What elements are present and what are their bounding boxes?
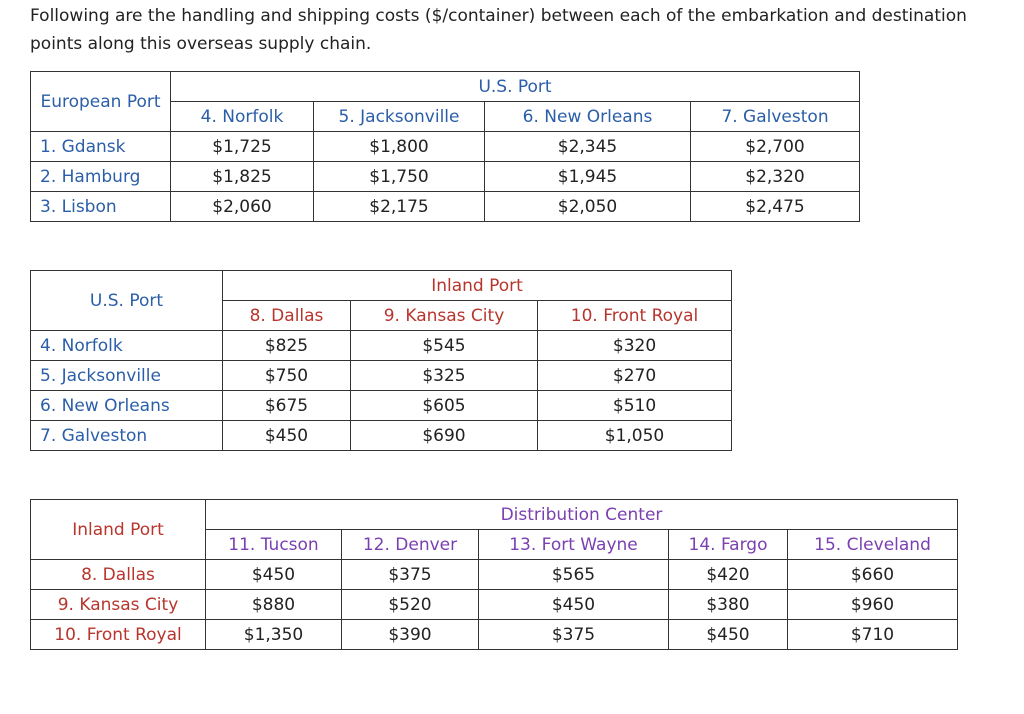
cost-cell: $1,050 (538, 421, 732, 451)
col-header: 11. Tucson (206, 530, 342, 560)
cost-cell: $1,825 (171, 162, 314, 192)
corner-european-port: European Port (31, 72, 171, 132)
cost-cell: $2,700 (691, 132, 860, 162)
cost-cell: $2,475 (691, 192, 860, 222)
row-label: 4. Norfolk (31, 331, 223, 361)
table-row (31, 391, 732, 421)
cost-cell: $675 (223, 391, 351, 421)
cost-cell: $605 (351, 391, 538, 421)
group-header-us-port: U.S. Port (171, 72, 860, 102)
cost-cell: $545 (351, 331, 538, 361)
cost-cell: $375 (479, 620, 669, 650)
cost-cell: $960 (788, 590, 958, 620)
col-header: 10. Front Royal (538, 301, 732, 331)
group-header-inland-port: Inland Port (223, 271, 732, 301)
row-label: 6. New Orleans (31, 391, 223, 421)
cost-cell: $450 (223, 421, 351, 451)
row-label: 9. Kansas City (31, 590, 206, 620)
cost-cell: $450 (479, 590, 669, 620)
row-label: 1. Gdansk (31, 132, 171, 162)
row-label: 2. Hamburg (31, 162, 171, 192)
table-row (31, 192, 860, 222)
group-header-distribution-center: Distribution Center (206, 500, 958, 530)
cost-cell: $390 (342, 620, 479, 650)
cost-cell: $1,800 (314, 132, 485, 162)
table-row (31, 331, 732, 361)
table-row (31, 162, 860, 192)
table-row (31, 421, 732, 451)
col-header: 12. Denver (342, 530, 479, 560)
table-us-to-inland (30, 270, 732, 451)
cost-cell: $1,750 (314, 162, 485, 192)
row-label: 10. Front Royal (31, 620, 206, 650)
col-header: 7. Galveston (691, 102, 860, 132)
cost-cell: $520 (342, 590, 479, 620)
cost-cell: $320 (538, 331, 732, 361)
cost-cell: $565 (479, 560, 669, 590)
cost-cell: $380 (669, 590, 788, 620)
table-row (31, 361, 732, 391)
cost-cell: $1,350 (206, 620, 342, 650)
col-header: 13. Fort Wayne (479, 530, 669, 560)
cost-cell: $325 (351, 361, 538, 391)
cost-cell: $880 (206, 590, 342, 620)
cost-cell: $690 (351, 421, 538, 451)
row-label: 7. Galveston (31, 421, 223, 451)
row-label: 3. Lisbon (31, 192, 171, 222)
col-header: 15. Cleveland (788, 530, 958, 560)
table-inland-to-distribution (30, 499, 958, 650)
cost-cell: $1,945 (485, 162, 691, 192)
table-row (31, 590, 958, 620)
row-label: 8. Dallas (31, 560, 206, 590)
cost-cell: $825 (223, 331, 351, 361)
cost-cell: $450 (206, 560, 342, 590)
col-header: 14. Fargo (669, 530, 788, 560)
col-header: 9. Kansas City (351, 301, 538, 331)
cost-cell: $2,345 (485, 132, 691, 162)
table-row (31, 620, 958, 650)
cost-cell: $420 (669, 560, 788, 590)
cost-cell: $270 (538, 361, 732, 391)
col-header: 5. Jacksonville (314, 102, 485, 132)
cost-cell: $660 (788, 560, 958, 590)
cost-cell: $510 (538, 391, 732, 421)
cost-cell: $710 (788, 620, 958, 650)
cost-cell: $1,725 (171, 132, 314, 162)
cost-cell: $2,060 (171, 192, 314, 222)
cost-cell: $2,050 (485, 192, 691, 222)
table-europe-to-us (30, 71, 860, 222)
cost-cell: $2,320 (691, 162, 860, 192)
table-row (31, 132, 860, 162)
corner-us-port: U.S. Port (31, 271, 223, 331)
corner-inland-port: Inland Port (31, 500, 206, 560)
intro-text: Following are the handling and shipping costs ($/container) between each of the embarkation and destination points along this overseas supply chain. (30, 6, 967, 54)
cost-cell: $450 (669, 620, 788, 650)
col-header: 8. Dallas (223, 301, 351, 331)
table-row (31, 560, 958, 590)
cost-cell: $750 (223, 361, 351, 391)
cost-cell: $375 (342, 560, 479, 590)
row-label: 5. Jacksonville (31, 361, 223, 391)
col-header: 4. Norfolk (171, 102, 314, 132)
cost-cell: $2,175 (314, 192, 485, 222)
col-header: 6. New Orleans (485, 102, 691, 132)
